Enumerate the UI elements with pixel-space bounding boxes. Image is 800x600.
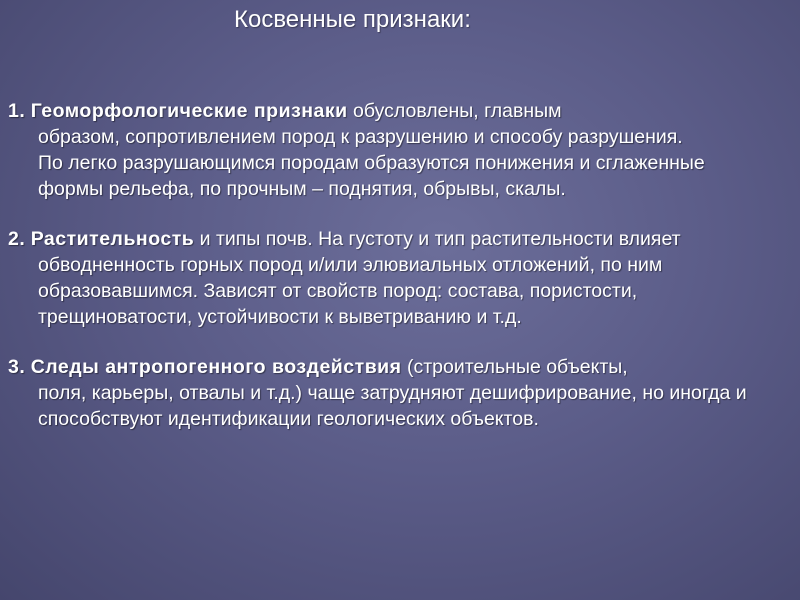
- item-text-line: По легко разрушающимся породам образуются понижения и сглаженные: [38, 152, 705, 174]
- list-item-first-line: [8, 98, 794, 124]
- slide-content: [8, 98, 794, 456]
- item-text: обусловлены, главным: [347, 100, 562, 122]
- slide-title: Косвенные признаки:: [234, 6, 471, 33]
- item-text-line: образовавшимся. Зависят от свойств пород: состава, пористости,: [38, 280, 638, 302]
- item-text-line: обводненность горных пород и/или элювиальных отложений, по ним: [38, 254, 663, 276]
- item-text-line: формы рельефа, по прочным – поднятия, обрывы, скалы.: [38, 178, 566, 200]
- item-number: 2.: [8, 228, 26, 250]
- item-text-line: поля, карьеры, отвалы и т.д.) чаще затрудняют дешифрирование, но иногда и: [38, 382, 747, 404]
- list-item-geomorphological: [8, 98, 794, 202]
- list-item-anthropogenic: [8, 354, 794, 432]
- item-heading: Следы антропогенного воздействия: [30, 356, 402, 378]
- list-item-first-line: [8, 226, 794, 252]
- item-number: 1.: [8, 100, 26, 122]
- item-text: и типы почв. На густоту и тип растительности влияет: [194, 228, 681, 250]
- item-text-line: способствуют идентификации геологических объектов.: [38, 408, 539, 430]
- item-heading: Геоморфологические признаки: [30, 100, 348, 122]
- item-heading: Растительность: [30, 228, 195, 250]
- list-item-vegetation: [8, 226, 794, 330]
- item-text: (строительные объекты,: [401, 356, 628, 378]
- list-item-first-line: [8, 354, 794, 380]
- item-text-line: трещиноватости, устойчивости к выветриванию и т.д.: [38, 306, 522, 328]
- item-text-line: образом, сопротивлением пород к разрушению и способу разрушения.: [38, 126, 683, 148]
- item-number: 3.: [8, 356, 26, 378]
